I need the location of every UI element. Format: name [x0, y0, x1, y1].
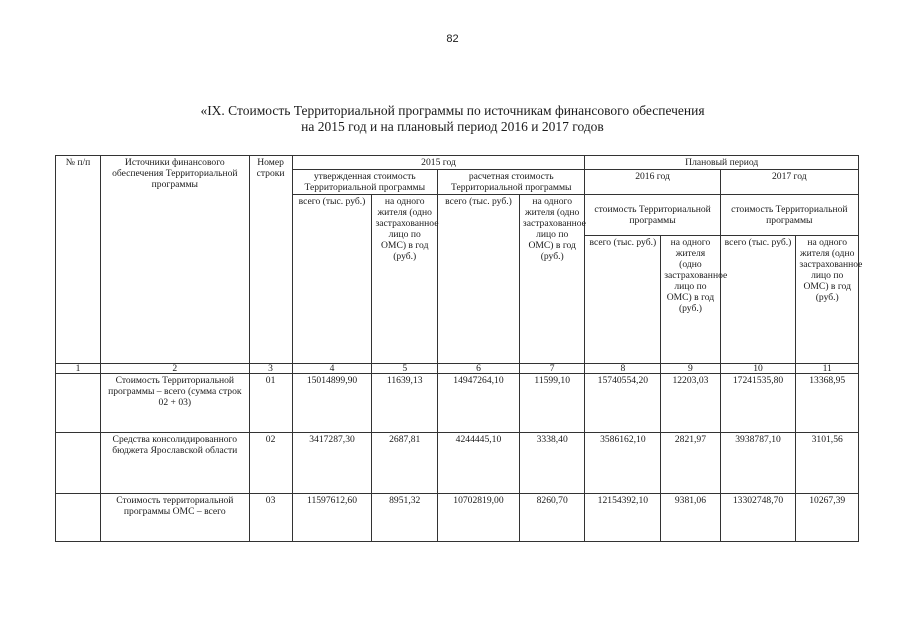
row-source: Средства консолидированного бюджета Ярославской области	[101, 433, 250, 494]
table-row	[56, 433, 859, 494]
cell-2017-per-person: 10267,39	[796, 494, 859, 542]
cell-2016-per-person: 9381,06	[661, 494, 720, 542]
header-num: № п/п	[56, 156, 101, 364]
cell-2017-total: 17241535,80	[720, 374, 796, 433]
cell-2015-estimated-total: 4244445,10	[438, 433, 520, 494]
cell-2017-per-person: 3101,56	[796, 433, 859, 494]
cell-2015-approved-total: 15014899,90	[292, 374, 372, 433]
cell-2015-estimated-per-person: 8260,70	[519, 494, 585, 542]
title-line-2: на 2015 год и на плановый период 2016 и 2017 годов	[301, 119, 604, 134]
header-year-2017: 2017 год	[720, 170, 858, 195]
col-num-5: 5	[372, 364, 438, 374]
cell-2015-approved-total: 3417287,30	[292, 433, 372, 494]
col-num-2: 2	[101, 364, 250, 374]
header-2016-per-person: на одного жителя (одно застрахованное лицо по ОМС) в год (руб.)	[661, 236, 720, 364]
table-row	[56, 494, 859, 542]
title-line-1: «IX. Стоимость Территориальной программы по источникам финансового обеспечения	[200, 103, 705, 118]
header-2017-total: всего (тыс. руб.)	[720, 236, 796, 364]
header-2016-total: всего (тыс. руб.)	[585, 236, 661, 364]
header-estimated-per-person: на одного жителя (одно застрахованное лицо по ОМС) в год (руб.)	[519, 195, 585, 364]
cell-2017-per-person: 13368,95	[796, 374, 859, 433]
cell-2015-approved-per-person: 8951,32	[372, 494, 438, 542]
cell-2015-approved-total: 11597612,60	[292, 494, 372, 542]
cell-2015-approved-per-person: 2687,81	[372, 433, 438, 494]
col-num-8: 8	[585, 364, 661, 374]
page-number: 82	[446, 33, 459, 45]
header-planned-period: Плановый период	[585, 156, 859, 170]
cell-2015-estimated-total: 10702819,00	[438, 494, 520, 542]
row-num	[56, 433, 101, 494]
row-num	[56, 374, 101, 433]
row-source: Стоимость территориальной программы ОМС – всего	[101, 494, 250, 542]
header-estimated-cost: расчетная стоимость Территориальной программы	[438, 170, 585, 195]
column-number-row	[56, 364, 859, 374]
row-code: 03	[249, 494, 292, 542]
cell-2016-total: 12154392,10	[585, 494, 661, 542]
col-num-10: 10	[720, 364, 796, 374]
cell-2016-total: 15740554,20	[585, 374, 661, 433]
document-title	[0, 103, 905, 135]
header-source: Источники финансового обеспечения Территориальной программы	[101, 156, 250, 364]
header-approved-total: всего (тыс. руб.)	[292, 195, 372, 364]
cell-2015-estimated-per-person: 3338,40	[519, 433, 585, 494]
row-source: Стоимость Территориальной программы – всего (сумма строк 02 + 03)	[101, 374, 250, 433]
col-num-4: 4	[292, 364, 372, 374]
header-year-2015: 2015 год	[292, 156, 585, 170]
table-row	[56, 374, 859, 433]
col-num-3: 3	[249, 364, 292, 374]
header-approved-per-person: на одного жителя (одно застрахованное лицо по ОМС) в год (руб.)	[372, 195, 438, 364]
cell-2015-approved-per-person: 11639,13	[372, 374, 438, 433]
cost-table	[55, 155, 863, 542]
cell-2015-estimated-total: 14947264,10	[438, 374, 520, 433]
row-code: 01	[249, 374, 292, 433]
col-num-6: 6	[438, 364, 520, 374]
row-code: 02	[249, 433, 292, 494]
header-estimated-total: всего (тыс. руб.)	[438, 195, 520, 364]
header-approved-cost: утвержденная стоимость Территориальной программы	[292, 170, 437, 195]
cell-2017-total: 3938787,10	[720, 433, 796, 494]
header-row-1	[56, 156, 859, 170]
col-num-7: 7	[519, 364, 585, 374]
header-year-2016: 2016 год	[585, 170, 720, 195]
cell-2015-estimated-per-person: 11599,10	[519, 374, 585, 433]
cell-2017-total: 13302748,70	[720, 494, 796, 542]
col-num-11: 11	[796, 364, 859, 374]
cell-2016-per-person: 2821,97	[661, 433, 720, 494]
header-2017-per-person: на одного жителя (одно застрахованное лицо по ОМС) в год (руб.)	[796, 236, 859, 364]
header-cost-program-2016: стоимость Территориальной программы	[585, 195, 720, 236]
row-num	[56, 494, 101, 542]
header-row-number: Номер строки	[249, 156, 292, 364]
col-num-9: 9	[661, 364, 720, 374]
header-cost-program-2017: стоимость Территориальной программы	[720, 195, 858, 236]
cell-2016-per-person: 12203,03	[661, 374, 720, 433]
col-num-1: 1	[56, 364, 101, 374]
cell-2016-total: 3586162,10	[585, 433, 661, 494]
